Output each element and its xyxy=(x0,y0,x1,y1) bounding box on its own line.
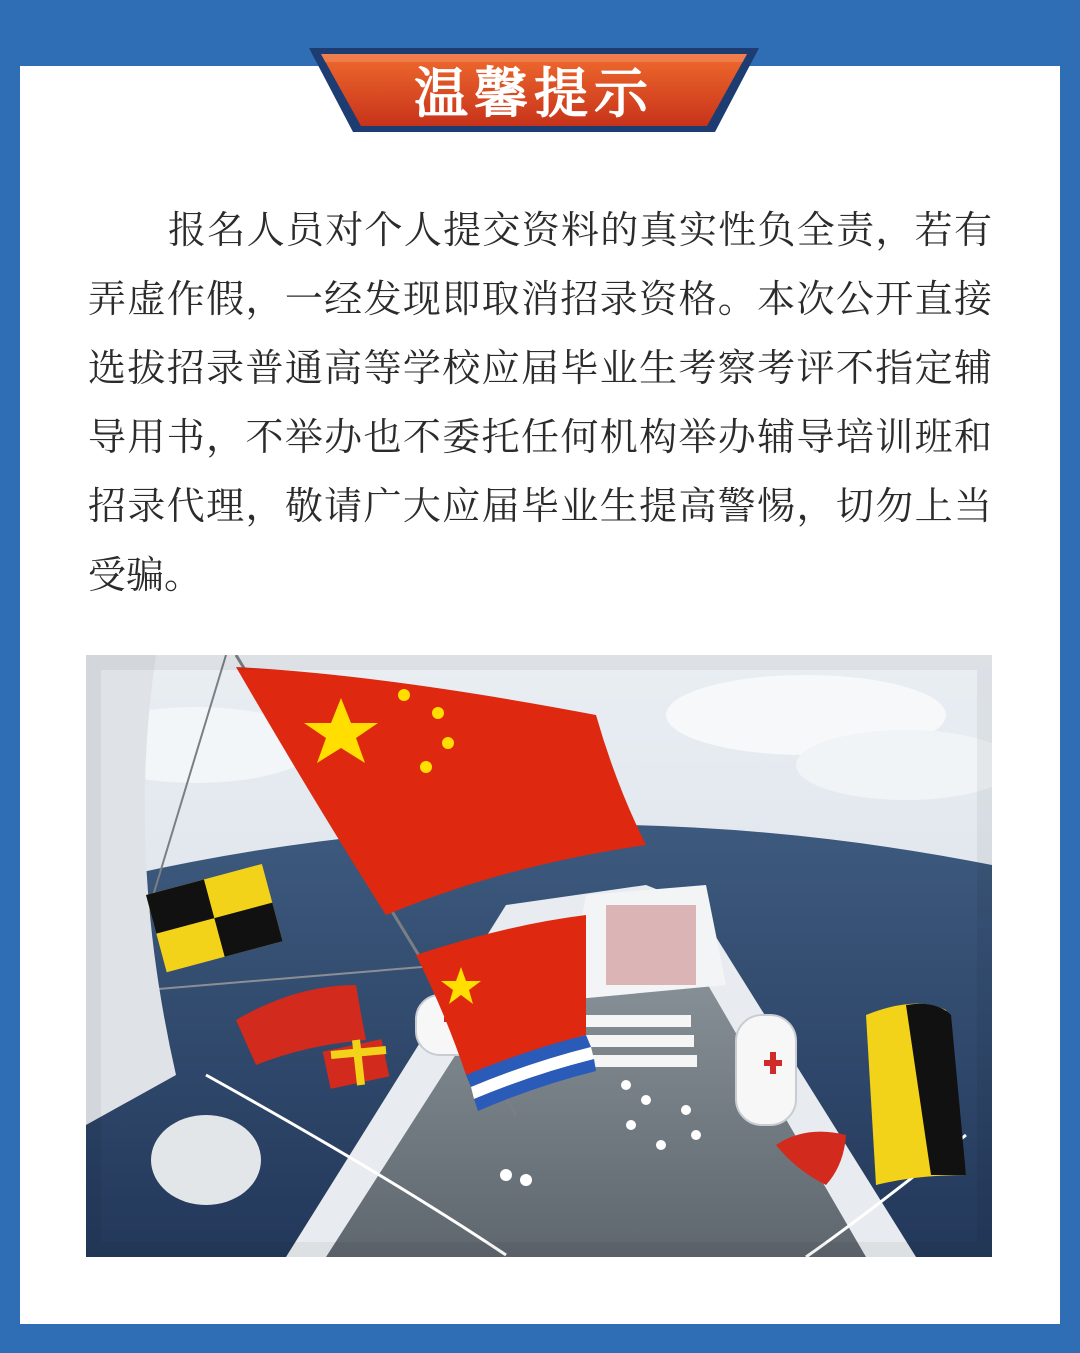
title-banner xyxy=(303,42,765,136)
banner-title: 温馨提示 xyxy=(414,60,654,125)
ship-ceremony-photo xyxy=(86,655,992,1257)
notice-paragraph: 报名人员对个人提交资料的真实性负全责，若有弄虚作假，一经发现即取消招录资格。本次公开直接选拔招录普通高等学校应届毕业生考察考评不指定辅导用书，不举办也不委托任何机构举办辅导培训班和招录代理，敬请广大应届毕业生提高警惕，切勿上当受骗。 xyxy=(88,208,992,597)
